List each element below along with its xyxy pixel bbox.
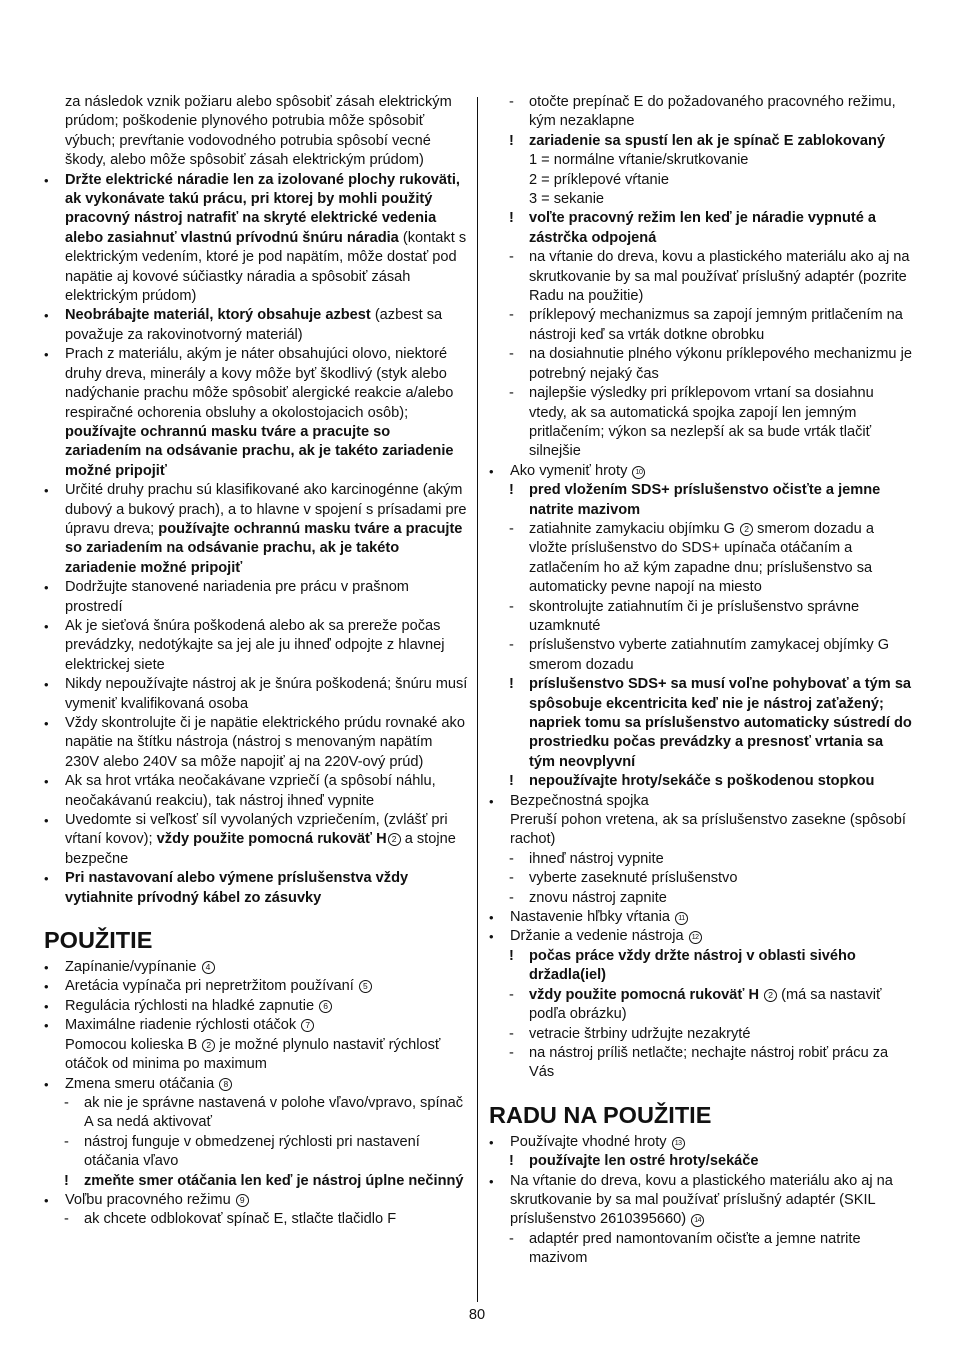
figure-ref-number: 12 (689, 931, 702, 944)
dash-marker: - (509, 850, 514, 867)
item-text (529, 345, 913, 384)
sub-list-item (489, 520, 913, 598)
text-run: príklepový mechanizmus sa zapojí jemným pritlačením na nástroji keď sa vrták dotkne obrobku (529, 307, 903, 343)
item-text (65, 997, 468, 1016)
dash-marker: - (509, 637, 514, 654)
text-run: Ak je sieťová šnúra poškodená alebo ak sa prereže počas prevádzky, nedotýkajte sa jej ale ju ihneď odpojte z hlavnej elektrickej siete (65, 617, 445, 673)
figure-ref-number: 6 (319, 1000, 332, 1013)
dash-marker: - (64, 1133, 69, 1150)
list-item (489, 908, 913, 927)
text-run: skontrolujte zatiahnutím či je príslušenstvo správne uzamknuté (529, 598, 860, 634)
bullet-marker: • (44, 677, 49, 693)
bullet-marker: • (44, 998, 49, 1014)
item-text (65, 578, 468, 617)
figure-ref-number: 2 (202, 1039, 215, 1052)
text-run: na nástroj príliš netlačte; nechajte nástroj robiť prácu za Vás (529, 1044, 889, 1081)
text-run: najlepšie výsledky pri príklepovom vrtaní sa dosiahnu vtedy, ak sa automatická spojka zapojí len jemným pritlačením; výkon sa nezlepší ak sa bude vrták tlačiť silnejšie (529, 385, 874, 460)
list-item (44, 1191, 468, 1210)
sub-list-item (489, 306, 913, 345)
item-text (529, 636, 913, 675)
sub-list-item (489, 248, 913, 306)
sub-list-item (489, 889, 913, 908)
bullet-marker: • (489, 929, 494, 945)
item-text (65, 1191, 468, 1210)
item-text (65, 1075, 468, 1094)
text-run (759, 987, 763, 1003)
dash-marker: - (509, 307, 514, 324)
list-item (489, 927, 913, 946)
text-run: Nastavenie hľbky vŕtania (510, 909, 675, 926)
right-column (489, 93, 913, 1269)
sub-list-item (489, 869, 913, 888)
item-text (529, 306, 913, 345)
text-run: Maximálne riadenie rýchlosti otáčok (65, 1017, 301, 1034)
item-text (529, 869, 913, 888)
item-text (65, 306, 468, 345)
text-run: Ako vymeniť hroty (510, 462, 632, 479)
text-run: Zapínanie/vypínanie (65, 959, 201, 976)
sub-list-item (44, 1094, 468, 1133)
text-run: Zmena smeru otáčania (65, 1075, 219, 1092)
item-text (65, 1016, 468, 1074)
figure-ref-number: 14 (691, 1214, 704, 1227)
text-run: a stojne bezpečne (65, 831, 456, 867)
text-run: na dosiahnutie plného výkonu príklepového mechanizmu je potrebný nejaký čas (529, 346, 912, 382)
text-run: znovu nástroj zapnite (529, 889, 667, 906)
text-run: smerom dozadu a vložte príslušenstvo do SDS+ upínača otáčaním a zatlačením ho až kým zapadne dnu; príslušenstvo sa automaticky pevne napojí na miesto (529, 520, 874, 596)
bold-text-run: príslušenstvo SDS+ sa musí voľne pohybovať a tým sa spôsobuje ekcentricita keď nie je nástroj zaťažený; napriek tomu sa príslušenstvo automaticky sústredí do prostriedku počas prevádzky a presnosť vrtania sa tým neovplyvní (529, 676, 912, 770)
column-divider (477, 97, 478, 1302)
list-item (44, 811, 468, 869)
bold-text-run: počas práce vždy držte nástroj v oblasti sivého držadla(iel) (529, 947, 856, 984)
item-text (65, 93, 468, 171)
text-run: Dodržujte stanovené nariadenia pre prácu v prašnom prostredí (65, 579, 409, 615)
item-text (529, 889, 913, 908)
item-text (529, 481, 913, 520)
sub-list-item (489, 986, 913, 1025)
bullet-marker: • (44, 618, 49, 634)
bold-text-run: nepoužívajte hroty/sekáče s poškodenou stopkou (529, 773, 875, 790)
bullet-marker: • (489, 463, 494, 479)
item-text (65, 675, 468, 714)
bold-text-run: Držte elektrické náradie len za izolované plochy rukoväti, ak vykonávate takú prácu, pri ktorej by mohli použitý pracovný nástroj natrafiť na skryté elektrické vedenia alebo zasiahnuť vlastnú prívodnú šnúru náradia (65, 171, 460, 246)
item-text (529, 1230, 913, 1269)
item-text (510, 1133, 913, 1152)
sub-list-item (44, 1133, 468, 1172)
bullet-marker: • (489, 1173, 494, 1189)
text-run: Nikdy nepoužívajte nástroj ak je šnúra poškodená; šnúru musí vymeniť kvalifikovaná osoba (65, 676, 468, 712)
item-text (529, 1152, 913, 1171)
text-run: Ak sa hrot vrtáka neočakávane vzpriečí (a spôsobí náhlu, neočakávanú reakciu), tak nástroj ihneď vypnite (65, 773, 436, 809)
warning-marker: ! (509, 773, 514, 790)
text-run: ihneď nástroj vypnite (529, 850, 664, 867)
item-text (510, 792, 913, 850)
dash-marker: - (509, 385, 514, 402)
item-text (510, 908, 913, 927)
text-run: 1 = normálne vŕtanie/skrutkovanie (529, 152, 749, 169)
item-text (529, 598, 913, 637)
warning-marker: ! (509, 676, 514, 693)
text-run: zatiahnite zamykaciu objímku G (529, 520, 740, 537)
item-text (529, 947, 913, 986)
bold-text-run: používajte len ostré hroty/sekáče (529, 1153, 759, 1170)
bullet-marker: • (44, 308, 49, 324)
bold-text-run: Pri nastavovaní alebo výmene príslušenstva vždy vytiahnite prívodný kábel zo zásuvky (65, 870, 409, 906)
list-item (44, 617, 468, 675)
dash-marker: - (509, 520, 514, 537)
bold-text-run: pred vložením SDS+ príslušenstvo očisťte a jemne natrite mazivom (529, 482, 881, 518)
item-text (65, 772, 468, 811)
bullet-marker: • (44, 774, 49, 790)
bold-text-run: Neobrábajte materiál, ktorý obsahuje azbest (65, 307, 371, 324)
text-run: (kontakt s elektrickým vedením, ktoré je pod napätím, môže dostať pod napätie aj kovové súčiastky náradia a spôsobiť zásah elektrickým prúdom) (65, 229, 467, 305)
item-text (529, 772, 913, 791)
item-text (529, 1025, 913, 1044)
figure-ref-number: 4 (202, 961, 215, 974)
text-run: za následok vznik požiaru alebo spôsobiť zásah elektrickým prúdom; poškodenie plynového potrubia môže spôsobiť výbuch; prevŕtanie vodovodného potrubia spôsobí vecné škody, alebo môže spôsobiť zásah elektrickým prúdom) (65, 94, 452, 169)
dash-marker: - (509, 1044, 514, 1061)
figure-ref-number: 9 (236, 1194, 249, 1207)
bullet-marker: • (489, 910, 494, 926)
warning-marker: ! (509, 482, 514, 499)
bullet-marker: • (44, 871, 49, 887)
bold-text-run: vždy použite pomocná rukoväť H (156, 831, 387, 848)
text-run: Používajte vhodné hroty (510, 1133, 671, 1150)
text-run: príslušenstvo vyberte zatiahnutím zamykacej objímky G smerom dozadu (529, 637, 890, 673)
sub-list-item (489, 345, 913, 384)
list-item (44, 171, 468, 307)
list-item (44, 869, 468, 908)
warning-marker: ! (509, 1153, 514, 1170)
item-text (510, 927, 913, 946)
sub-list-item (44, 1172, 468, 1191)
bullet-marker: • (489, 793, 494, 809)
bullet-marker: • (44, 1076, 49, 1092)
left-column (44, 93, 468, 1230)
sub-list-item (489, 1230, 913, 1269)
dash-marker: - (509, 889, 514, 906)
dash-marker: - (509, 1230, 514, 1247)
text-run: Preruší pohon vretena, ak sa príslušenstvo zasekne (spôsobí rachot) (510, 812, 906, 848)
text-run: (má sa nastaviť podľa obrázku) (529, 986, 882, 1023)
sub-list-item (489, 481, 913, 520)
item-text (510, 1172, 913, 1230)
bullet-marker: • (44, 347, 49, 363)
text-run: Určité druhy prachu sú klasifikované ako karcinogénne (akým dubový a bukový prach), a to hlavne v spojení s prísadami pre úpravu dreva; (65, 482, 467, 537)
bullet-marker: • (44, 1018, 49, 1034)
text-run: na vŕtanie do dreva, kovu a plastického materiálu ako aj na skrutkovanie by sa mal používať príslušný adaptér (pozrite Radu na použitie) (529, 249, 910, 305)
sub-list-item (489, 93, 913, 132)
bullet-marker: • (44, 813, 49, 829)
text-run: 2 = príklepové vŕtanie (529, 171, 669, 188)
list-item (44, 772, 468, 811)
item-text (84, 1094, 468, 1133)
bullet-marker: • (44, 580, 49, 596)
list-item (44, 1016, 468, 1074)
figure-ref-number: 13 (672, 1137, 685, 1150)
bold-text-run: používajte ochrannú masku tváre a pracujte so zariadením na odsávanie prachu, ak je takéto zariadenie možné pripojiť (65, 423, 454, 479)
bullet-marker: • (44, 172, 49, 188)
item-text (529, 675, 913, 772)
list-item (44, 345, 468, 481)
text-run: Bezpečnostná spojka (510, 792, 649, 809)
sub-list-item (489, 636, 913, 675)
item-text (529, 384, 913, 462)
text-run: Pomocou kolieska B (65, 1036, 202, 1053)
bullet-marker: • (44, 483, 49, 499)
list-item (489, 1172, 913, 1230)
text-run: Na vŕtanie do dreva, kovu a plastického materiálu ako aj na skrutkovanie by sa mal používať príslušný adaptér (SKIL príslušenstvo 2610395660) (510, 1172, 893, 1228)
dash-marker: - (509, 94, 514, 110)
bold-text-run: zmeňte smer otáčania len keď je nástroj úplne nečinný (84, 1172, 464, 1189)
item-text (529, 850, 913, 869)
list-item (44, 977, 468, 996)
sub-list-item (489, 850, 913, 869)
bullet-marker: • (44, 1192, 49, 1208)
text-run: Aretácia vypínača pri nepretržitom používaní (65, 978, 358, 995)
item-text (529, 248, 913, 306)
list-item (44, 997, 468, 1016)
list-item (44, 714, 468, 772)
warning-marker: ! (64, 1172, 69, 1189)
bold-text-run: vždy použite pomocná rukoväť H (529, 986, 759, 1003)
item-text (529, 986, 913, 1025)
item-text (510, 462, 913, 481)
bold-text-run: používajte ochrannú masku tváre a pracujte so zariadením na odsávanie prachu, ak je takéto zariadenie možné pripojiť (65, 520, 463, 576)
figure-ref-number: 2 (388, 833, 401, 846)
item-text (65, 977, 468, 996)
sub-list-item (489, 132, 913, 210)
item-text (84, 1210, 468, 1229)
dash-marker: - (509, 598, 514, 615)
text-run: adaptér pred namontovaním očisťte a jemne natrite mazivom (529, 1230, 861, 1267)
item-text (65, 714, 468, 772)
text-run: ak nie je správne nastavená v polohe vľavo/vpravo, spínač A sa nedá aktivovať (84, 1094, 464, 1131)
item-text (529, 132, 913, 210)
text-run: Regulácia rýchlosti na hladké zapnutie (65, 997, 319, 1014)
text-run: ak chcete odblokovať spínač E, stlačte tlačidlo F (84, 1211, 397, 1228)
text-run: vetracie štrbiny udržujte nezakryté (529, 1025, 751, 1042)
list-item (489, 792, 913, 850)
text-run: Prach z materiálu, akým je náter obsahujúci olovo, niektoré druhy dreva, minerály a kovy môže byť škodlivý (styk alebo nadýchanie prachu môže spôsobiť alergické reakcie a/alebo respiračné ochorenia obsluhy a okolostojacich osôb); (65, 346, 454, 421)
item-text (65, 811, 468, 869)
list-item (44, 93, 468, 171)
figure-ref-number: 5 (359, 980, 372, 993)
warning-marker: ! (509, 210, 514, 227)
text-run: Voľbu pracovného režimu (65, 1191, 235, 1208)
bullet-marker: • (44, 960, 49, 976)
figure-ref-number: 2 (740, 523, 753, 536)
list-item (489, 462, 913, 481)
item-text (65, 171, 468, 307)
warning-marker: ! (509, 947, 514, 964)
warning-marker: ! (509, 132, 514, 149)
item-text (529, 209, 913, 248)
section-heading: RADU NA POUŽITIE (489, 1101, 712, 1128)
item-text (529, 93, 913, 132)
text-run: je možné plynulo nastaviť rýchlosť otáčok od minima po maximum (65, 1036, 441, 1073)
list-item (44, 481, 468, 578)
sub-list-item (489, 384, 913, 462)
sub-list-item (489, 1025, 913, 1044)
text-run: vyberte zaseknuté príslušenstvo (529, 870, 738, 887)
bullet-marker: • (44, 979, 49, 995)
sub-list-item (489, 947, 913, 986)
sub-list-item (489, 772, 913, 791)
figure-ref-number: 8 (219, 1078, 232, 1091)
dash-marker: - (509, 1025, 514, 1042)
list-item (44, 578, 468, 617)
text-run: Držanie a vedenie nástroja (510, 928, 688, 945)
figure-ref-number: 10 (632, 466, 645, 479)
item-text (84, 1133, 468, 1172)
sub-list-item (489, 598, 913, 637)
item-text (529, 520, 913, 598)
bold-text-run: zariadenie sa spustí len ak je spínač E zablokovaný (529, 132, 886, 149)
figure-ref-number: 2 (764, 989, 777, 1002)
dash-marker: - (64, 1211, 69, 1228)
list-item (44, 306, 468, 345)
dash-marker: - (509, 986, 514, 1003)
sub-list-item (489, 209, 913, 248)
sub-list-item (489, 675, 913, 772)
sub-list-item (489, 1044, 913, 1083)
dash-marker: - (64, 1094, 69, 1111)
list-item (44, 1075, 468, 1094)
list-item (489, 1133, 913, 1152)
text-run: (azbest sa považuje za rakovinotvorný materiál) (65, 307, 443, 343)
text-run: Vždy skontrolujte či je napätie elektrického prúdu rovnaké ako napätie na štítku nástroja (nástroj s menovaným napätím 230V alebo 240V sa môže napojiť aj na 220V-ový prúd) (65, 715, 465, 770)
item-text (65, 345, 468, 481)
item-text (65, 869, 468, 908)
figure-ref-number: 7 (301, 1019, 314, 1032)
sub-list-item (489, 1152, 913, 1171)
item-text (65, 958, 468, 977)
sub-list-item (44, 1210, 468, 1229)
text-run: Uvedomte si veľkosť síl vyvolaných vzpriečením, (zvlášť pri vŕtaní kovov); (65, 812, 448, 848)
section-heading: POUŽITIE (44, 927, 153, 954)
dash-marker: - (509, 249, 514, 266)
text-run: nástroj funguje v obmedzenej rýchlosti pri nastavení otáčania vľavo (84, 1133, 420, 1170)
bold-text-run: voľte pracovný režim len keď je náradie vypnuté a zástrčka odpojená (529, 210, 877, 246)
item-text (529, 1044, 913, 1083)
bullet-marker: • (489, 1134, 494, 1150)
bullet-marker: • (44, 716, 49, 731)
list-item (44, 958, 468, 977)
page-number: 80 (468, 1307, 486, 1323)
list-item (44, 675, 468, 714)
text-run: otočte prepínač E do požadovaného pracovného režimu, kým nezaklapne (529, 94, 896, 130)
figure-ref-number: 11 (675, 912, 688, 925)
dash-marker: - (509, 346, 514, 363)
text-run: 3 = sekanie (529, 191, 605, 208)
item-text (65, 481, 468, 578)
item-text (84, 1172, 468, 1191)
dash-marker: - (509, 870, 514, 887)
item-text (65, 617, 468, 675)
